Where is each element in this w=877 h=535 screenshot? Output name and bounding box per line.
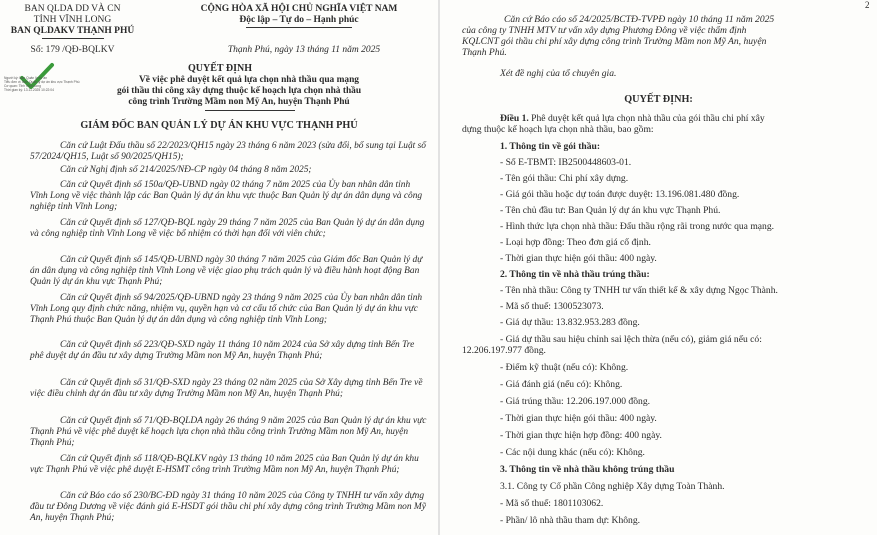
section-2-item-continued: 12.206.197.977 đồng. — [462, 345, 546, 356]
legal-basis-paragraph: Căn cứ Quyết định số 118/QĐ-BQLKV ngày 13 tháng 10 năm 2025 của Ban Quản lý dự án khu vực Thạnh Phú về việc phê duyệt E-HSMT công trình Trường Mầm non Mỹ An, huyện Thạnh Phú; — [30, 454, 419, 476]
section-1-item: - Hình thức lựa chọn nhà thầu: Đấu thầu rộng rãi trong nước qua mạng. — [500, 221, 775, 232]
document-number: Số: 179 /QĐ-BQLKV — [30, 45, 115, 55]
subject-underline — [205, 110, 295, 111]
intro-line-1: Căn cứ Báo cáo số 24/2025/BCTĐ-TVPĐ ngày 10 tháng 11 năm 2025 — [504, 14, 775, 25]
section-2-title: 2. Thông tin về nhà thầu trúng thầu: — [500, 269, 650, 280]
section-1-item: - Tên chủ đầu tư: Ban Quản lý dự án khu vực Thạnh Phú. — [500, 205, 721, 216]
article-1-line-1 — [500, 113, 765, 124]
signature-line: Người ký: Ban Quản lý dự án — [4, 76, 48, 80]
agency-name: BAN QLDAKV THẠNH PHÚ — [10, 26, 135, 36]
section-2-item: - Thời gian thực hiện hợp đồng: 400 ngày. — [500, 430, 662, 441]
legal-basis-paragraph: Căn cứ Quyết định số 145/QĐ-UBND ngày 30 tháng 7 năm 2025 của Giám đốc Ban Quản lý dự án dân dụng và công nghiệp tỉnh Vĩnh Long về việc giao phụ trách quản lý và điều hành hoạt động Ban Quản lý dự án khu vực Thạnh Phú; — [30, 255, 423, 288]
nation-name: CỘNG HÒA XÃ HỘI CHỦ NGHĨA VIỆT NAM — [200, 4, 398, 14]
subject-line-3: công trình Trường Mầm non Mỹ An, huyện Thạnh Phú — [128, 97, 350, 107]
legal-basis-paragraph: Căn cứ Quyết định số 150a/QĐ-UBND ngày 02 tháng 7 năm 2025 của Ủy ban nhân dân tỉnh Vĩnh Long về việc thành lập các Ban Quản lý dự án khu vực thuộc Ban Quản lý dự án dân dụng và công nghiệp tỉnh Vĩnh Long; — [30, 180, 423, 213]
section-3-item: - Phần/ lô nhà thầu tham dự: Không. — [500, 515, 641, 526]
legal-basis-paragraph: Căn cứ Quyết định số 94/2025/QĐ-UBND ngày 23 tháng 9 năm 2025 của Ủy ban nhân dân tỉnh Vĩnh Long quy định chức năng, nhiệm vụ, quyền hạn và cơ cấu tổ chức của Ban Quản lý dự án khu vực Thạnh Phú thuộc Ban Quản lý dự án dân dụng và công nghiệp tỉnh Vĩnh Long; — [30, 293, 423, 326]
national-motto: Độc lập – Tự do – Hạnh phúc — [239, 15, 359, 25]
document-type: QUYẾT ĐỊNH — [188, 63, 252, 74]
intro-line-2: của công ty TNHH MTV tư vấn xây dựng Phương Đông về việc thẩm định — [462, 25, 747, 36]
section-1-item: - Loại hợp đồng: Theo đơn giá cố định. — [500, 237, 651, 248]
document-page-2 — [440, 0, 877, 535]
section-1-item: - Tên gói thầu: Chi phí xây dựng. — [500, 173, 629, 184]
intro-line-3: KQLCNT gói thầu chi phí xây dựng công trình Trường Mầm non Mỹ An, huyện — [462, 36, 767, 47]
subject-line-1: Về việc phê duyệt kết quả lựa chọn nhà thầu qua mạng — [139, 75, 359, 85]
article-1-label: Điều 1. — [500, 113, 529, 124]
article-1-text: Phê duyệt kết quả lựa chọn nhà thầu của gói thầu chi phí xây — [528, 113, 765, 124]
motto-underline — [246, 27, 352, 28]
legal-basis-paragraph: Căn cứ Nghị định số 214/2025/NĐ-CP ngày 04 tháng 8 năm 2025; — [60, 165, 312, 175]
subject-line-2: gói thầu thi công xây dựng thuộc kế hoạch lựa chọn nhà thầu — [116, 86, 362, 96]
section-2-item: - Giá dự thầu: 13.832.953.283 đồng. — [500, 317, 640, 328]
signature-line: Thời gian ký: 13.11.2025 10:22:04 — [4, 88, 54, 92]
section-1-item: - Số E-TBMT: IB2500448603-01. — [500, 157, 632, 168]
section-3-title: 3. Thông tin về nhà thầu không trúng thầu — [500, 464, 675, 475]
legal-basis-paragraph: Căn cứ Báo cáo số 230/BC-ĐD ngày 31 tháng 10 năm 2025 của Công ty TNHH tư vấn xây dựng đầu tư Đông Dương về việc đánh giá E-HSDT gói thầu chi phí xây dựng công trình Trường Mầm non Mỹ An, huyện Thạnh Phú; — [30, 491, 426, 524]
article-1-line-2: dựng thuộc kế hoạch lựa chọn nhà thầu, bao gồm: — [462, 124, 654, 135]
section-2-item: - Các nội dung khác (nếu có): Không. — [500, 447, 645, 458]
document-page-1 — [0, 0, 438, 535]
agency-parent-line-1: BAN QLDA DD VÀ CN — [24, 4, 121, 14]
section-2-item: - Điểm kỹ thuật (nếu có): Không. — [500, 362, 629, 373]
proposal-line: Xét đề nghị của tổ chuyên gia. — [500, 68, 617, 79]
page-number: 2 — [865, 0, 870, 10]
section-2-item: - Giá đánh giá (nếu có): Không. — [500, 379, 623, 390]
decision-heading: QUYẾT ĐỊNH: — [624, 94, 693, 105]
section-2-item: - Tên nhà thầu: Công ty TNHH tư vấn thiết kế & xây dựng Ngọc Thành. — [500, 285, 778, 296]
section-3-item: - Mã số thuế: 1801103062. — [500, 498, 604, 509]
section-1-item: - Giá gói thầu hoặc dự toán được duyệt: 13.196.081.480 đồng. — [500, 189, 740, 200]
agency-parent-line-2: TỈNH VĨNH LONG — [33, 15, 112, 25]
legal-basis-paragraph: Căn cứ Quyết định số 127/QĐ-BQL ngày 29 tháng 7 năm 2025 của Ban Quản lý dự án dân dụng và công nghiệp tỉnh Vĩnh Long về việc bổ nhiệm có thời hạn đối với viên chức; — [30, 218, 425, 240]
section-2-item: - Giá dự thầu sau hiệu chỉnh sai lệch thừa (nếu có), giảm giá nếu có: — [500, 334, 762, 345]
section-1-title: 1. Thông tin về gói thầu: — [500, 141, 601, 152]
section-2-item: - Mã số thuế: 1300523073. — [500, 301, 604, 312]
place-date: Thạnh Phú, ngày 13 tháng 11 năm 2025 — [227, 45, 381, 55]
signature-line: Cơ quan: Tỉnh Vĩnh Long — [4, 84, 41, 88]
section-2-item: - Thời gian thực hiện gói thầu: 400 ngày. — [500, 413, 657, 424]
agency-underline — [42, 38, 104, 39]
legal-basis-paragraph: Căn cứ Quyết định số 31/QĐ-SXD ngày 23 tháng 02 năm 2025 của Sở Xây dựng tỉnh Bến Tre về việc điều chỉnh dự án đầu tư xây dựng Trường Mầm non Mỹ An, huyện Thạnh Phú; — [30, 378, 423, 400]
intro-line-4: Thạnh Phú. — [462, 47, 507, 58]
section-3-item: 3.1. Công ty Cổ phần Công nghiệp Xây dựng Toàn Thành. — [500, 481, 725, 492]
signature-line: Tiểu đơn vị: Ban Quản lý dự án khu vực Thạnh Phú — [4, 80, 80, 84]
section-1-item: - Thời gian thực hiện gói thầu: 400 ngày. — [500, 253, 657, 264]
legal-basis-paragraph: Căn cứ Quyết định số 71/QĐ-BQLDA ngày 26 tháng 9 năm 2025 của Ban Quản lý dự án khu vực Thạnh Phú về việc phê duyệt kế hoạch lựa chọn nhà thầu công trình Trường Mầm non Mỹ An, huyện Thạnh Phú; — [30, 416, 427, 449]
issuing-authority: GIÁM ĐỐC BAN QUẢN LÝ DỰ ÁN KHU VỰC THẠNH PHÚ — [80, 120, 358, 131]
section-2-item: - Giá trúng thầu: 12.206.197.000 đồng. — [500, 396, 651, 407]
legal-basis-paragraph: Căn cứ Quyết định số 223/QĐ-SXD ngày 11 tháng 10 năm 2024 của Sở xây dựng tỉnh Bến Tre phê duyệt dự án đầu tư xây dựng Trường Mầm non Mỹ An, huyện Thạnh Phú; — [30, 340, 415, 362]
legal-basis-paragraph: Căn cứ Luật Đấu thầu số 22/2023/QH15 ngày 23 tháng 6 năm 2023 (sửa đổi, bổ sung tại Luật số 57/2024/QH15, Luật số 90/2025/QH15); — [30, 141, 426, 163]
